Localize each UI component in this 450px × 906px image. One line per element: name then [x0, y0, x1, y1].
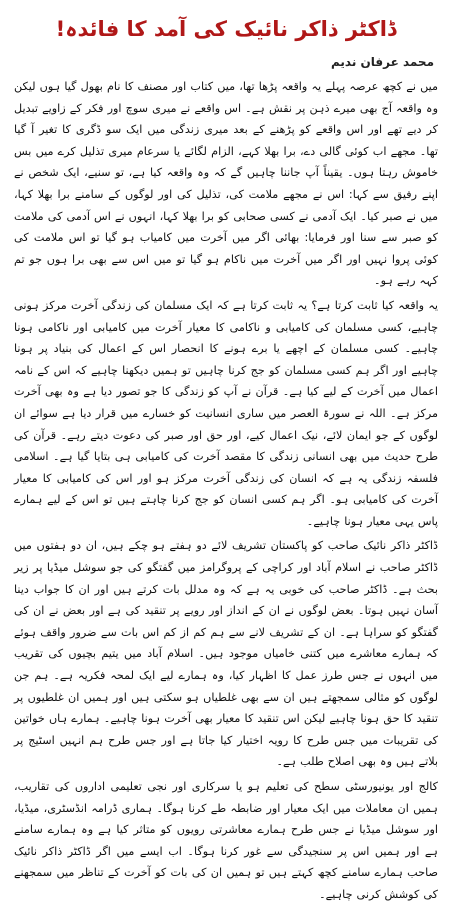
- author-name: محمد عرفان ندیم: [330, 55, 434, 69]
- article-title: ڈاکٹر ذاکر نائیک کی آمد کا فائدہ!: [55, 17, 397, 41]
- article-paragraph-3: ڈاکٹر ذاکر نائیک صاحب کو پاکستان تشریف لائے دو ہفتے ہو چکے ہیں، ان دو ہفتوں میں ڈاکٹر صاحب نے اسلام آباد اور کراچی کے پروگرامز میں گفتگو کی جو سوشل میڈیا پر زیر بحث ہے۔ ڈاکٹر صاحب کی خوبی یہ ہے کہ وہ مدلل بات کرتے ہیں اور ان کا جواب دینا آسان نہیں ہوتا۔ بعض لوگوں نے ان کے انداز اور رویے پر تنقید کی ہے اور بعض نے ان کی گفتگو کو سراہا ہے۔ ان کے تشریف لانے سے ہم کم از کم اس بات سے ضرور واقف ہوئے کہ ہمارے معاشرے میں کتنی خامیاں موجود ہیں۔ اسلام آباد میں یتیم بچیوں کی تقریب میں انہوں نے جس طرز عمل کا اظہار کیا، وہ ہمارے لیے ایک لمحہ فکریہ ہے۔ ہم جن لوگوں کو مثالی سمجھتے ہیں ان سے بھی غلطیاں ہو سکتی ہیں اور ہمیں ان غلطیوں پر تنقید کا حق ہونا چاہیے لیکن اس تنقید کا معیار بھی آخرت ہونا چاہیے۔ ہمارے ہاں خواتین کی تقریبات میں جس طرح کا رویہ اختیار کیا جاتا ہے اور جس طرح ہم انہیں اسٹیج پر بلاتے ہیں وہ بھی اصلاح طلب ہے۔: [14, 539, 438, 769]
- article-paragraph-2: یہ واقعہ کیا ثابت کرتا ہے؟ یہ ثابت کرتا ہے کہ ایک مسلمان کی زندگی آخرت مرکز ہونی چاہیے، کسی مسلمان کی کامیابی و ناکامی کا معیار آخرت میں کامیابی اور ناکامی ہونا چاہیے۔ کسی مسلمان کے اچھے یا برے ہونے کا انحصار اس کے اعمال کی بنیاد پر ہونا چاہیے اور اگر ہم کسی مسلمان کو جج کرنا چاہیں تو ہمیں دیکھنا چاہیے کہ اس کے نامہ اعمال میں آخرت کے لیے کیا ہے۔ قرآن نے آپ کو زندگی کا جو تصور دیا ہے وہ بھی آخرت مرکز ہے۔ اللہ نے سورۃ العصر میں ساری انسانیت کو خسارے میں قرار دیا ہے سوائے ان لوگوں کے جو ایمان لائے، نیک اعمال کیے، اور حق اور صبر کی دعوت دیتے رہے۔ قرآن کی طرح حدیث میں بھی انسانی زندگی کا مقصد آخرت کی کامیابی ہی بتایا گیا ہے۔ اسلامی فلسفہ زندگی یہ ہے کہ انسان کی زندگی آخرت مرکز ہو اور اس کی کامیابی کا معیار آخرت کی کامیابی ہو۔ اگر ہم کسی انسان کو جج کرنا چاہتے ہیں تو اس کے لیے ہمارے پاس یہی معیار ہونا چاہیے۔: [14, 298, 438, 528]
- article-paragraph-4: کالج اور یونیورسٹی سطح کی تعلیم ہو یا سرکاری اور نجی تعلیمی اداروں کی تقاریب، ہمیں ان معاملات میں ایک معیار اور ضابطہ طے کرنا ہوگا۔ ہماری ڈرامہ انڈسٹری، میڈیا، اور سوشل میڈیا نے جس طرح ہمارے معاشرتی رویوں کو متاثر کیا ہے وہ ہمارے سامنے ہے اور ہمیں اس پر سنجیدگی سے غور کرنا ہوگا۔ اب ایسے میں اگر ڈاکٹر ذاکر نائیک صاحب ہمارے سامنے کچھ کہتے ہیں تو ہمیں ان کی بات کو آخرت کے تناظر میں سمجھنے کی کوشش کرنی چاہیے۔: [14, 780, 438, 901]
- article-paragraph-1: میں نے کچھ عرصہ پہلے یہ واقعہ پڑھا تھا، میں کتاب اور مصنف کا نام بھول گیا ہوں لیکن وہ واقعہ آج بھی میرے ذہن پر نقش ہے۔ اس واقعے نے میری سوچ اور فکر کے زاویے تبدیل کر دیے تھے اور اس واقعے کو پڑھنے کے بعد میری زندگی میں ایک سو ڈگری کا تغیر آ گیا تھا۔ مجھے اب کوئی گالی دے، برا بھلا کہے، الزام لگائے یا سرعام میری تذلیل کرے میں بس خاموش رہتا ہوں۔ یقیناً آپ جاننا چاہیں گے کہ وہ واقعہ کیا ہے، تو سنیے، ایک شخص نے اپنے رفیق سے کہا: اس نے مجھے ملامت کی، تذلیل کی اور لوگوں کے سامنے برا بھلا کہا، میں نے صبر کیا۔ ایک آدمی نے کسی صحابی کو برا بھلا کہا، انہوں نے اس آدمی کی ملامت کو صبر سے سنا اور فرمایا: بھائی اگر میں آخرت میں کامیاب ہو گیا تو اس ملامت کی کوئی پروا نہیں اور اگر میں آخرت میں ناکام ہو گیا تو میں اس سے بھی برا ہوں جو تم کہہ رہے ہو۔: [14, 80, 438, 288]
